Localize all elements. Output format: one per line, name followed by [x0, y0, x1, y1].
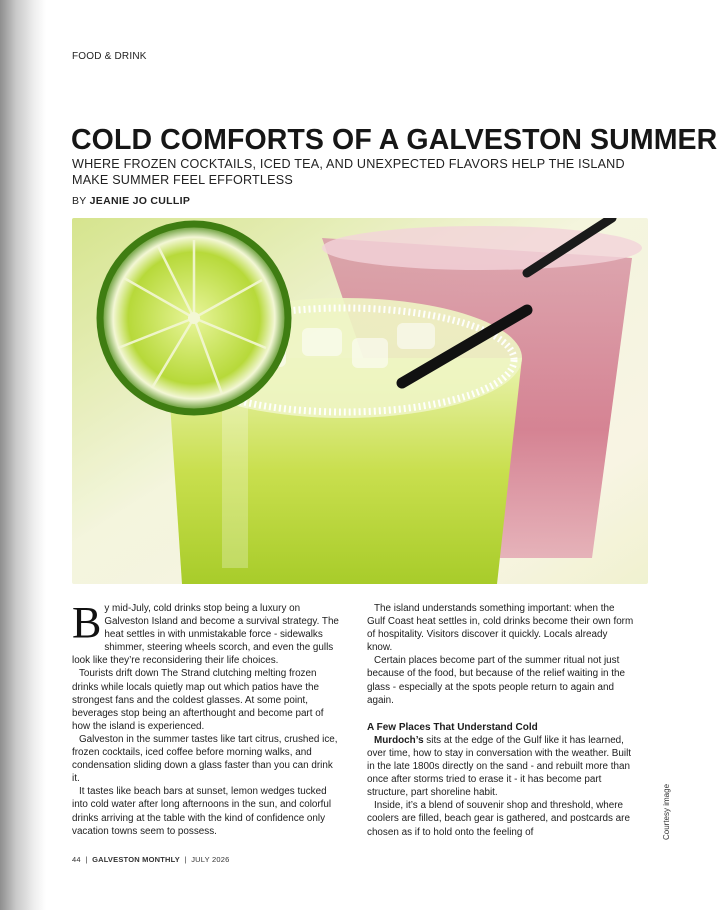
- footer-separator: |: [85, 855, 88, 864]
- hero-photo-illustration: [72, 218, 648, 584]
- page-number: 44: [72, 855, 81, 864]
- venue-name: Murdoch’s: [374, 734, 424, 746]
- paragraph-venue-text: sits at the edge of the Gulf like it has learned, over time, how to stay in conversation with the weather. Built in the late 1800s directly on the sand - and rebuilt more than once after storms tried to erase it - it has become part structure, part shoreline habit.: [367, 734, 632, 799]
- footer-separator: |: [184, 855, 187, 864]
- section-label: FOOD & DRINK: [72, 51, 147, 62]
- paragraph: Galveston in the summer tastes like tart citrus, crushed ice, frozen cocktails, iced coffee before morning walks, and condensation sliding down a glass faster than you can drink it.: [72, 733, 338, 785]
- paragraph: It tastes like beach bars at sunset, lemon wedges tucked into cold water after long afternoons in the sun, and colorful drinks arriving at the table with the kind of confidence only vacation towns seem to possess.: [72, 786, 332, 837]
- issue-date: JULY 2026: [191, 855, 230, 864]
- article-column-left: [72, 598, 340, 838]
- paragraph: Tourists drift down The Strand clutching melting frozen drinks while locals quietly map out which patios have the strongest fans and the coldest glasses. At some point, beverages stop being an afterthought and become part of how the island is experienced.: [72, 668, 324, 732]
- article-headline: COLD COMFORTS OF A GALVESTON SUMMER: [71, 124, 718, 156]
- paragraph-venue: [367, 734, 635, 799]
- publication-name: GALVESTON MONTHLY: [92, 855, 180, 864]
- article-column-right: [367, 602, 635, 839]
- paragraph: Certain places become part of the summer ritual not just because of the food, but because of the relief waiting in the glass - especially at the spots people return to again and again.: [367, 655, 626, 706]
- article-subhead: WHERE FROZEN COCKTAILS, ICED TEA, AND UNEXPECTED FLAVORS HELP THE ISLAND MAKE SUMMER FEEL EFFORTLESS: [72, 157, 625, 187]
- drop-cap: B: [72, 598, 102, 647]
- paragraph: The island understands something important: when the Gulf Coast heat settles in, cold drinks become their own form of hospitality. Visitors discover it quickly. Locals already know.: [367, 603, 634, 654]
- byline-author: JEANIE JO CULLIP: [89, 195, 191, 207]
- byline: [72, 195, 190, 207]
- paragraph: Inside, it’s a blend of souvenir shop and threshold, where coolers are filled, beach gear is gathered, and postcards are chosen as if to hold onto the feeling of: [367, 800, 630, 838]
- paragraph-intro: [72, 598, 340, 667]
- byline-prefix: BY: [72, 195, 87, 207]
- hero-photo-margarita: [72, 218, 648, 584]
- page-footer: [72, 855, 229, 864]
- photo-credit: Courtesy image: [662, 783, 671, 840]
- page-gutter-shadow: [0, 0, 46, 910]
- paragraph-intro-text: y mid-July, cold drinks stop being a luxury on Galveston Island and become a survival strategy. The heat settles in with unmistakable force - sidewalks shimmer, steering wheels scorch, and even the gulls look like they’re reconsidering their life choices.: [72, 603, 339, 667]
- subsection-heading: A Few Places That Understand Cold: [367, 721, 538, 733]
